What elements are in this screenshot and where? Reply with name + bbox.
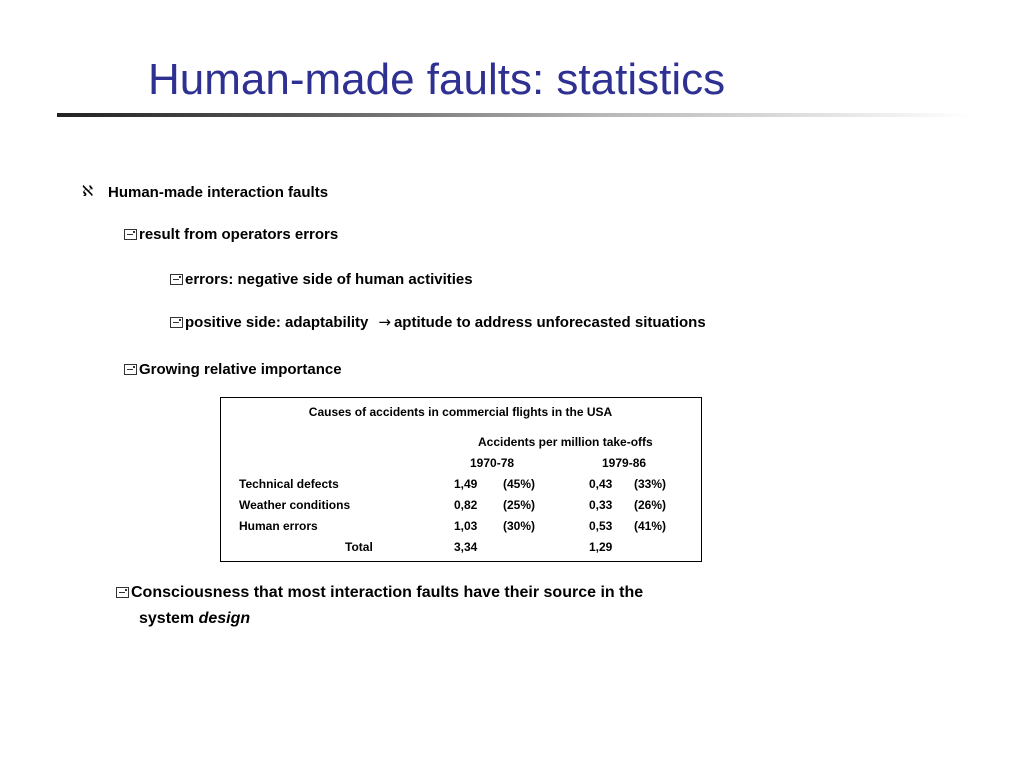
- bullet-consciousness-continued: [139, 610, 250, 628]
- bullet-consciousness: [116, 584, 643, 602]
- right-arrow-icon: →: [378, 313, 391, 331]
- note-bullet-icon: [116, 587, 129, 598]
- bullet-text: positive side: adaptability: [185, 314, 369, 331]
- bullet-growing-relative-importance: [124, 361, 342, 378]
- row-value: 0,43: [589, 477, 613, 491]
- bullet-text: system: [139, 610, 199, 627]
- accidents-table: [220, 397, 702, 562]
- bullet-human-made-interaction-faults: [108, 184, 328, 201]
- note-bullet-icon: [124, 364, 137, 375]
- bullet-text: Human-made interaction faults: [108, 184, 329, 201]
- level1-bullet-icon: ℵ: [82, 182, 94, 200]
- table-caption: Causes of accidents in commercial flights in the USA: [308, 405, 613, 419]
- row-percent: (26%): [634, 498, 667, 512]
- row-percent: (41%): [634, 519, 667, 533]
- title-underline: [57, 113, 970, 117]
- period-header: 1979-86: [602, 456, 647, 470]
- bullet-positive-side: [170, 313, 706, 331]
- period-header: 1970-78: [470, 456, 515, 470]
- bullet-text: aptitude to address unforecasted situations: [393, 314, 706, 331]
- total-value: 1,29: [589, 540, 613, 554]
- bullet-result-from-operators-errors: [124, 226, 338, 243]
- row-value: 0,82: [454, 498, 478, 512]
- note-bullet-icon: [170, 317, 183, 328]
- bullet-errors-negative-side: [170, 271, 473, 288]
- bullet-text: Consciousness that most interaction faults have their source in the: [131, 584, 644, 601]
- row-percent: (33%): [634, 477, 667, 491]
- row-percent: (25%): [503, 498, 536, 512]
- row-percent: (45%): [503, 477, 536, 491]
- row-label: Human errors: [239, 519, 318, 533]
- row-value: 1,03: [454, 519, 478, 533]
- note-bullet-icon: [170, 274, 183, 285]
- note-bullet-icon: [124, 229, 137, 240]
- bullet-text: result from operators errors: [139, 226, 339, 243]
- row-value: 1,49: [454, 477, 478, 491]
- emphasis-design: design: [198, 610, 251, 627]
- row-value: 0,53: [589, 519, 613, 533]
- slide-title: Human-made faults: statistics: [148, 55, 726, 104]
- row-percent: (30%): [503, 519, 536, 533]
- total-value: 3,34: [454, 540, 478, 554]
- bullet-text: Growing relative importance: [139, 361, 342, 378]
- row-label: Technical defects: [239, 477, 339, 491]
- row-label: Weather conditions: [239, 498, 351, 512]
- total-label: Total: [345, 540, 373, 554]
- row-value: 0,33: [589, 498, 613, 512]
- bullet-text: errors: negative side of human activities: [185, 271, 473, 288]
- table-subheader: Accidents per million take-offs: [478, 435, 653, 449]
